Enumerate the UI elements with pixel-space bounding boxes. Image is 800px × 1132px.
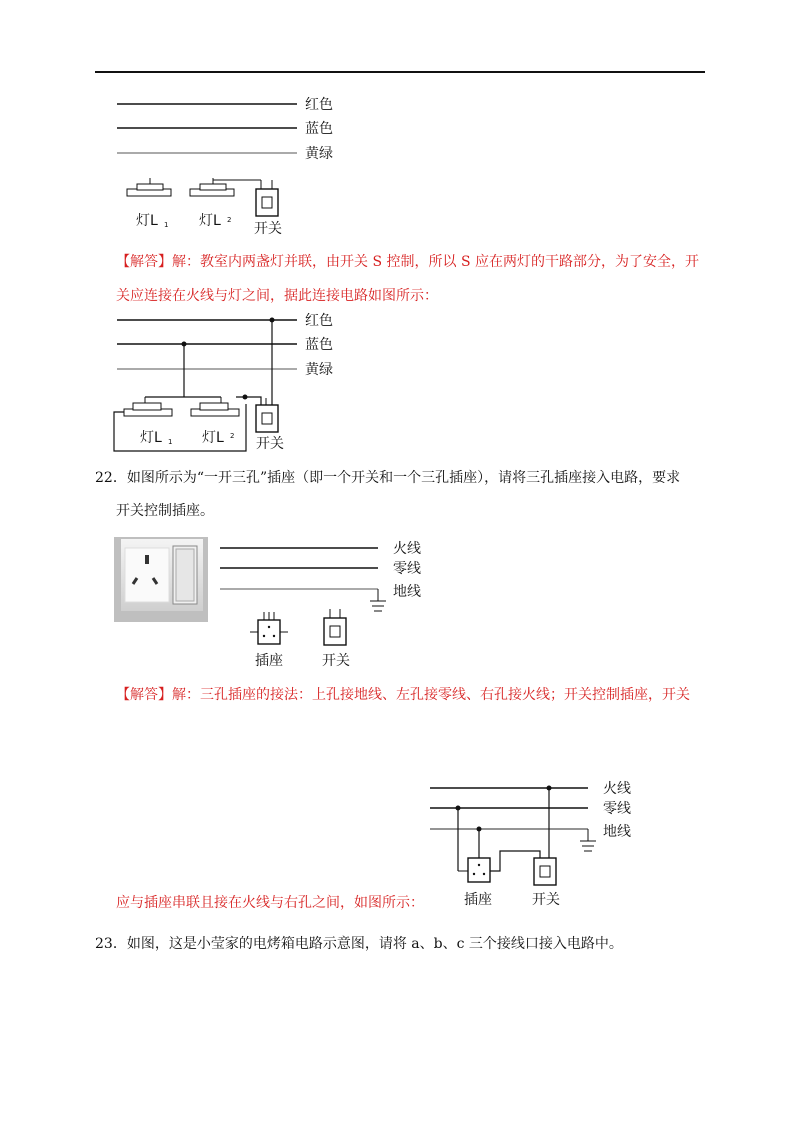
switch-label: 开关	[532, 892, 560, 908]
lamp2-label: 灯L	[202, 430, 224, 446]
lamp1-subscript: 1	[168, 438, 173, 446]
switch-label: 开关	[322, 653, 350, 669]
wire-label-ground: 地线	[603, 824, 631, 840]
wire-label-blue: 蓝色	[305, 337, 333, 353]
lamp1-label: 灯L	[136, 213, 158, 229]
socket-icon	[468, 858, 490, 882]
socket-label: 插座	[255, 653, 283, 669]
question-number: 23．	[95, 936, 127, 952]
answer-lead: 解：	[172, 687, 200, 703]
answer-tag: 【解答】	[116, 254, 172, 270]
question-22-line2: 开关控制插座。	[116, 503, 214, 519]
lamp2-subscript: 2	[230, 432, 235, 440]
ground-icon	[580, 841, 596, 851]
wire-label-blue: 蓝色	[305, 121, 333, 137]
question-number: 22．	[95, 470, 127, 486]
wire-label-red: 红色	[305, 97, 333, 113]
switch-label: 开关	[256, 436, 284, 452]
switch-icon	[534, 858, 556, 885]
wire-label-red: 红色	[305, 313, 333, 329]
socket-label: 插座	[464, 892, 492, 908]
wire-label-ground: 地线	[393, 584, 421, 600]
lamp1-label: 灯L	[140, 430, 162, 446]
question-22-line1: 22．如图所示为“一开三孔”插座（即一个开关和一个三孔插座），请将三孔插座接入电路，要求	[95, 470, 681, 486]
wire-label-yellowgreen: 黄绿	[305, 362, 333, 378]
wire-label-live: 火线	[393, 541, 421, 557]
switch-label: 开关	[254, 221, 282, 237]
wire-label-neutral: 零线	[603, 801, 631, 817]
wire-label-yellowgreen: 黄绿	[305, 146, 333, 162]
lamp2-subscript: 2	[227, 216, 232, 224]
answer-tag: 【解答】	[116, 687, 172, 703]
answer2-line2: 应与插座串联且接在火线与右孔之间，如图所示：	[116, 895, 424, 911]
answer2-line1: 【解答】解：三孔插座的接法：上孔接地线、左孔接零线、右孔接火线；开关控制插座，开关	[116, 687, 690, 703]
answer1-line1: 【解答】解：教室内两盏灯并联，由开关 S 控制，所以 S 应在两灯的干路部分，为了安全，开	[116, 254, 699, 270]
wire-label-neutral: 零线	[393, 561, 421, 577]
answer1-line2: 关应连接在火线与灯之间，据此连接电路如图所示：	[116, 288, 438, 304]
lamp2-label: 灯L	[199, 213, 221, 229]
lamp1-subscript: 1	[164, 221, 169, 229]
wire-label-live: 火线	[603, 781, 631, 797]
question-23-line1: 23．如图，这是小莹家的电烤箱电路示意图，请将 a、b、c 三个接线口接入电路中。	[95, 936, 623, 952]
answer-lead: 解：	[172, 254, 200, 270]
